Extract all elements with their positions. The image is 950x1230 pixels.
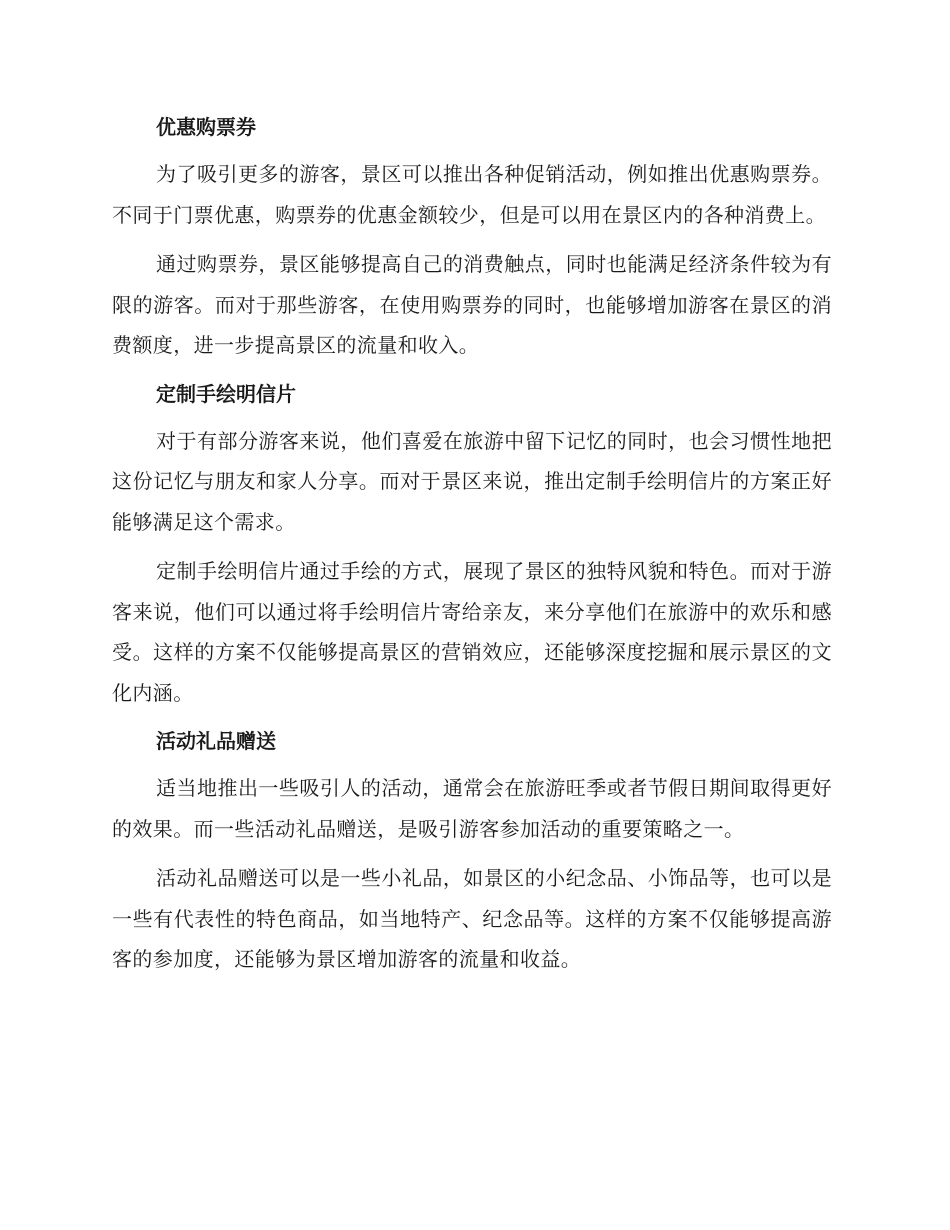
paragraph: 活动礼品赠送可以是一些小礼品，如景区的小纪念品、小饰品等，也可以是一些有代表性的特色商品，如当地特产、纪念品等。这样的方案不仅能够提高游客的参加度，还能够为景区增加游客的流量和收益。 <box>112 866 832 971</box>
paragraph: 定制手绘明信片通过手绘的方式，展现了景区的独特风貌和特色。而对于游客来说，他们可以通过将手绘明信片寄给亲友，来分享他们在旅游中的欢乐和感受。这样的方案不仅能够提高景区的营销效应，还能够深度挖掘和展示景区的文化内涵。 <box>112 559 832 705</box>
section-heading: 定制手绘明信片 <box>156 381 296 406</box>
section-postcard <box>112 375 832 714</box>
section-gift <box>112 722 832 980</box>
paragraph: 对于有部分游客来说，他们喜爱在旅游中留下记忆的同时，也会习惯性地把这份记忆与朋友和家人分享。而对于景区来说，推出定制手绘明信片的方案正好能够满足这个需求。 <box>112 428 832 534</box>
section-heading: 优惠购票券 <box>156 115 256 139</box>
paragraph: 为了吸引更多的游客，景区可以推出各种促销活动，例如推出优惠购票券。不同于门票优惠，购票券的优惠金额较少，但是可以用在景区内的各种消费上。 <box>112 162 832 227</box>
section-heading: 活动礼品赠送 <box>156 729 276 753</box>
section-coupon <box>112 108 832 366</box>
paragraph: 适当地推出一些吸引人的活动，通常会在旅游旺季或者节假日期间取得更好的效果。而一些活动礼品赠送，是吸引游客参加活动的重要策略之一。 <box>112 776 832 841</box>
document-page <box>112 108 832 989</box>
paragraph: 通过购票券，景区能够提高自己的消费触点，同时也能满足经济条件较为有限的游客。而对于那些游客，在使用购票券的同时，也能够增加游客在景区的消费额度，进一步提高景区的流量和收入。 <box>112 252 832 357</box>
